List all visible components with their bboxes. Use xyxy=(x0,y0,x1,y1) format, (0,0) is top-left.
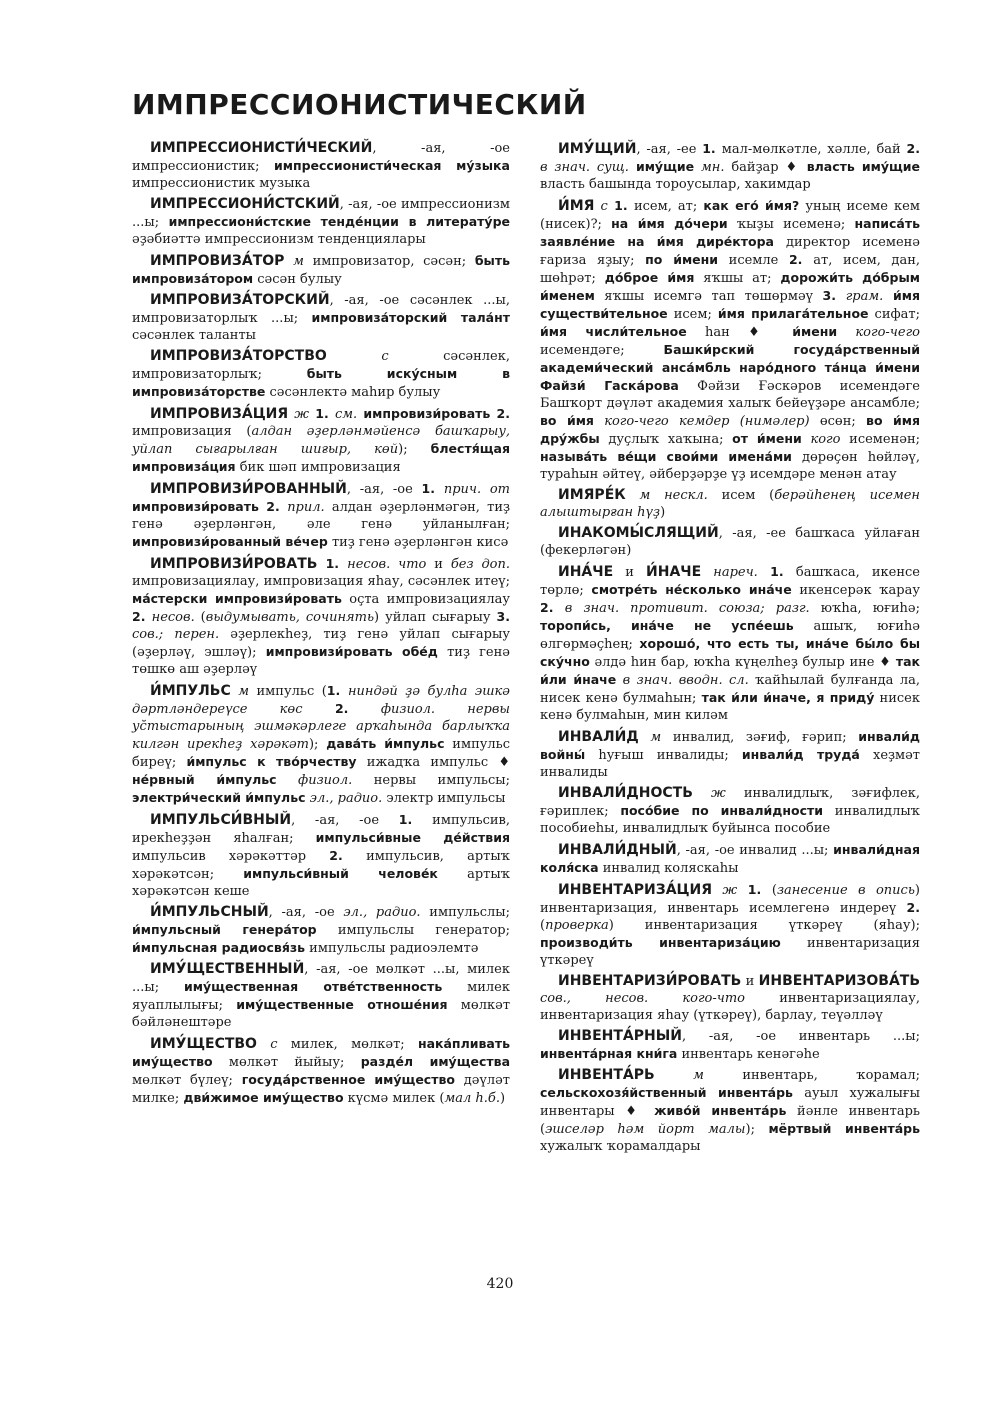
headword: ИМУ́ЩЕСТВО xyxy=(150,1036,257,1052)
bold-phrase: 1. xyxy=(421,481,444,496)
dictionary-entry xyxy=(540,881,920,969)
headword: ИМПРОВИЗИ́РОВАННЫЙ xyxy=(150,481,347,497)
translation-text: сифат; xyxy=(868,307,920,322)
italic-note: в знач. противит. союза; разг. xyxy=(564,601,810,616)
italic-note: берәйһенең исемен алыштырған һүҙ xyxy=(540,488,920,520)
italic-note: эл., радио. xyxy=(305,791,383,806)
headword: ИМПРЕССИОНИ́СТСКИЙ xyxy=(150,196,340,212)
translation-text: милек яуаплылығы; xyxy=(132,980,510,1013)
headword: И́МПУЛЬС xyxy=(150,683,231,699)
italic-note: ж xyxy=(692,786,726,801)
bold-phrase: нака́пливать иму́щество xyxy=(132,1036,510,1069)
bold-phrase: как его́ и́мя? xyxy=(703,198,800,213)
italic-note: прил. xyxy=(287,500,325,515)
italic-note: сов.; перен. xyxy=(132,627,220,642)
italic-note: см. xyxy=(334,407,358,422)
translation-text: , -ая, -ое мөлкәт ...ы, милек ...ы; xyxy=(132,962,510,995)
italic-note: кого xyxy=(801,432,841,447)
translation-text: ҡыҙы исеменә; xyxy=(727,217,855,232)
translation-text: әлдә һин бар, юҡһа күңелһеҙ булыр ине ♦ xyxy=(589,655,896,670)
translation-text: инвалид коляскаһы xyxy=(598,861,739,876)
headword: ИНВЕНТАРИЗОВА́ТЬ xyxy=(758,973,920,989)
bold-phrase: 1. xyxy=(317,556,348,571)
bold-phrase: и́мпульс к тво́рчеству xyxy=(186,754,357,769)
dictionary-entry xyxy=(132,348,510,401)
bold-phrase: так и́ли и́наче, я приду́ xyxy=(701,690,875,705)
translation-text: әҙәбиәттә импрессионизм тенденциялары xyxy=(132,232,426,247)
translation-text: сәсәнлек таланты xyxy=(132,328,256,343)
italic-note: м xyxy=(284,254,304,269)
bold-phrase: дава́ть и́мпульс xyxy=(326,736,445,751)
bold-phrase: и́мени xyxy=(792,324,838,339)
translation-text: инвалид, зәғиф, ғәрип; xyxy=(661,730,859,745)
bold-phrase: импрессиони́стские тенде́нции в литерату́ре xyxy=(168,214,510,229)
translation-text: яҡшы ат; xyxy=(694,271,781,286)
dictionary-entry xyxy=(540,563,920,724)
translation-text: , -ая, -ое инвентарь ...ы; xyxy=(681,1029,920,1044)
translation-text: байҙар ♦ xyxy=(724,160,807,175)
headword: ИНАКОМЫ́СЛЯЩИЙ xyxy=(558,525,719,541)
bold-phrase: госуда́рственное иму́щество xyxy=(241,1072,455,1087)
italic-note: мн. xyxy=(694,160,725,175)
headword: ИНВЕНТАРИЗИ́РОВАТЬ xyxy=(558,973,742,989)
bold-phrase: 2. xyxy=(490,406,510,421)
bold-phrase: электри́ческий и́мпульс xyxy=(132,790,306,805)
translation-text: импульслы; xyxy=(420,905,510,920)
translation-text: тиҙ генә әҙерләнгән кисә xyxy=(327,535,509,550)
bold-phrase: производи́ть инвентариза́цию xyxy=(540,935,781,950)
page-number: 420 xyxy=(486,1276,514,1292)
translation-text: һан ♦ xyxy=(686,325,793,340)
dictionary-entry xyxy=(540,140,920,193)
dictionary-entry xyxy=(132,1035,510,1107)
italic-note: сов., несов. кого-что xyxy=(540,991,745,1006)
italic-note: физиол. нервы ус̆тыстарының эшмәкәрлеге арҡаһында барлыҡҡа килгән ирекһеҙ хәрәкәт xyxy=(132,702,510,752)
bold-phrase: инвали́д войны́ xyxy=(540,729,921,762)
italic-note: нареч. xyxy=(701,565,758,580)
italic-note: с xyxy=(326,349,389,364)
translation-text: , -ая, -ее башҡаса уйлаған (фекерләгән) xyxy=(540,526,920,558)
italic-note: несов. что xyxy=(347,557,427,572)
bold-phrase: инвали́дная коля́ска xyxy=(540,842,920,875)
translation-text: ); xyxy=(308,737,327,752)
translation-text: импровизатор, сәсән; xyxy=(303,254,475,269)
bold-phrase: 2. xyxy=(132,609,152,624)
bold-phrase: иму́щественные отноше́ния xyxy=(236,997,448,1012)
bold-phrase: живо́й инвента́рь xyxy=(654,1103,787,1118)
bold-phrase: от и́мени xyxy=(732,431,802,446)
left-column xyxy=(132,140,510,1111)
italic-note: проверка xyxy=(545,918,609,933)
translation-text: ); xyxy=(398,442,431,457)
translation-text: ат, исем, дан, шөһрәт; xyxy=(540,253,920,286)
headword: И́МПУЛЬСНЫЙ xyxy=(150,904,269,920)
italic-note: в знач. сущ. xyxy=(540,160,629,175)
translation-text: импульслы радиоэлемтә xyxy=(305,941,479,956)
italic-note: выдумывать, сочинять xyxy=(205,610,375,625)
bold-phrase: 1. xyxy=(398,812,433,827)
italic-note: ж xyxy=(288,407,309,422)
bold-phrase: сельскохозя́йственный инвента́рь xyxy=(540,1085,793,1100)
bold-phrase: по и́мени xyxy=(645,252,719,267)
translation-text: мөлкәт бүлеү; xyxy=(132,1073,242,1088)
translation-text: мөлкәт йыйыу; xyxy=(212,1055,361,1070)
translation-text: инвентаризация үткәреү xyxy=(540,936,920,968)
bold-phrase: быть иску́сным в импровиза́торстве xyxy=(132,366,510,399)
dictionary-entry xyxy=(132,682,510,807)
dictionary-entry xyxy=(132,961,510,1031)
headword: ИМПРЕССИОНИСТИ́ЧЕСКИЙ xyxy=(150,140,373,156)
translation-text: исемендәге; xyxy=(540,343,664,358)
headword: ИМПРОВИЗИ́РОВАТЬ xyxy=(150,556,318,572)
translation-text: сәсәнлектә маһир булыу xyxy=(265,385,441,400)
headword: ИМЯРЕ́К xyxy=(558,487,626,503)
translation-text: власть башында тороусылар, хакимдар xyxy=(540,177,811,192)
bold-phrase: и́мпульсный генера́тор xyxy=(132,922,317,937)
bold-phrase: быть импровиза́тором xyxy=(132,253,510,286)
translation-text: исем, ат; xyxy=(633,199,704,214)
dictionary-entry xyxy=(132,252,510,288)
translation-text: , -ая, -ое импрессионистик; xyxy=(132,141,510,174)
italic-note: с xyxy=(256,1037,278,1052)
bold-phrase: ма́стерски импровизи́ровать xyxy=(132,591,342,606)
translation-text: импровизациялау, импровизация яһау, сәсәнлек итеү; xyxy=(132,574,510,589)
translation-text: , -ая, -ое xyxy=(291,813,399,828)
translation-text: яҡшы исемгә тап төшөрмәү xyxy=(594,289,823,304)
italic-note: ж xyxy=(712,883,738,898)
bold-phrase: 1. xyxy=(757,564,796,579)
translation-text: ҡайһылай булғанда ла, нисек кенә булмаһын; xyxy=(540,673,920,706)
dictionary-entry xyxy=(540,841,920,877)
translation-text: ) xyxy=(660,505,666,520)
translation-text: Фәйзи Ғәскәров исемендәге Башҡорт дәүләт академия халыҡ бейеүҙәре ансамбле; xyxy=(540,379,920,411)
translation-text: ) инвентаризация, инвентарь исемлегенә индереү xyxy=(540,883,920,916)
translation-text: тиҙ генә төшкө аш әҙерләү xyxy=(132,645,510,677)
translation-text: инвалидлыҡ пособиеһы, инвалидлыҡ буйынса пособие xyxy=(540,804,920,836)
bold-phrase: 3. xyxy=(496,609,510,624)
dictionary-entry xyxy=(540,973,920,1024)
italic-note: физиол. xyxy=(276,773,353,788)
bold-phrase: дви́жимое иму́щество xyxy=(183,1090,344,1105)
translation-text: ауыл хужалығы инвентары ♦ xyxy=(540,1086,920,1119)
bold-phrase: 2. xyxy=(906,900,920,915)
italic-note: прич. от xyxy=(443,482,510,497)
translation-text: , -ая, -ее xyxy=(636,142,703,157)
italic-note: кого-чего кемдер (нимәлер) xyxy=(593,414,810,429)
headword: ИМПРОВИЗА́ТОРСКИЙ xyxy=(150,292,330,308)
bold-phrase: 2. xyxy=(906,141,920,156)
translation-text: күсмә милек ( xyxy=(343,1091,445,1106)
translation-text: һуғыш инвалиды; xyxy=(585,748,742,763)
translation-text: нервы импульсы; xyxy=(352,773,510,788)
translation-text: импульс биреү; xyxy=(132,737,511,770)
translation-text: ( xyxy=(771,883,777,898)
bold-phrase: так и́ли и́наче xyxy=(540,654,920,687)
bold-phrase: посо́бие по инвали́дности xyxy=(620,803,824,818)
translation-text: импровизация ( xyxy=(132,424,252,439)
translation-text: , -ая, -ое инвалид ...ы; xyxy=(676,843,834,858)
translation-text: исеменән; xyxy=(840,432,920,447)
translation-text: нисек кенә булмаһын, мин киләм xyxy=(540,691,920,723)
italic-note: м нескл. xyxy=(625,488,708,503)
translation-text: ) xyxy=(499,1091,506,1106)
dictionary-entry xyxy=(540,197,920,483)
translation-text: , -ая, -ое xyxy=(268,905,344,920)
bold-phrase: 1. xyxy=(607,198,634,213)
italic-note: грам. xyxy=(845,289,884,304)
bold-phrase: импульси́вный челове́к xyxy=(243,866,438,881)
translation-text: ашыҡ, юғиһә өлгөрмәҫһең; xyxy=(540,619,920,652)
bold-phrase: 2. xyxy=(329,848,367,863)
headword: ИНВЕНТА́РНЫЙ xyxy=(558,1028,682,1044)
translation-text: инвентаризациялау, инвентаризация яһау (үткәреү), барлау, теүәлләү xyxy=(540,991,920,1023)
italic-note: несов. xyxy=(151,610,195,625)
translation-text: инвентарь, ҡорамал; xyxy=(703,1068,920,1083)
bold-phrase: хорошо́, что есть ты, ина́че бы́ло бы ску́чно xyxy=(540,636,920,669)
translation-text: исем; xyxy=(667,307,718,322)
bold-phrase: власть иму́щие xyxy=(806,159,921,174)
bold-phrase: во и́мя xyxy=(540,413,594,428)
translation-text: ) инвентаризация үткәреү (яһау); xyxy=(608,918,920,933)
bold-phrase: до́брое и́мя xyxy=(604,270,695,285)
translation-text: юҡһа, юғиһә; xyxy=(809,601,920,616)
bold-phrase: импрессионисти́ческая му́зыка xyxy=(273,158,510,173)
dictionary-entry xyxy=(540,525,920,559)
italic-note: кого-чего xyxy=(837,325,920,340)
translation-text: импульсив, ирекһеҙҙән яһалған; xyxy=(132,813,510,846)
translation-text: импульсив хәрәкәттәр xyxy=(132,849,330,864)
dictionary-entry xyxy=(132,405,510,476)
translation-text: электр импульсы xyxy=(382,791,506,806)
italic-note: м xyxy=(654,1068,704,1083)
italic-note: эл., радио. xyxy=(343,905,421,920)
translation-text: әҙерлекһеҙ, тиҙ генә уйлап сығарыу (әҙерләү, эшләү); xyxy=(132,627,510,660)
headword: ИНВАЛИ́ДНЫЙ xyxy=(558,842,677,858)
dictionary-entry xyxy=(132,140,510,192)
translation-text: и xyxy=(426,557,451,572)
italic-note: мал һ.б. xyxy=(444,1091,500,1106)
bold-phrase: 1. xyxy=(326,683,348,698)
translation-text: милек, мөлкәт; xyxy=(277,1037,418,1052)
dictionary-entry xyxy=(540,1067,920,1155)
bold-phrase: импульси́вные де́йствия xyxy=(315,830,510,845)
bold-phrase: Башки́рский госуда́рственный академи́ческий анса́мбль наро́дного та́нца и́мени Файзи́ Гаска́рова xyxy=(540,342,920,393)
translation-text: хужалыҡ ҡорамалдары xyxy=(540,1139,701,1154)
bold-phrase: 1. xyxy=(702,141,722,156)
translation-text: ); xyxy=(745,1122,769,1137)
translation-text: , -ая, -ое импрессионизм ...ы; xyxy=(132,197,510,230)
bold-phrase: импровиза́торский тала́нт xyxy=(311,310,510,325)
bold-phrase: 2. xyxy=(540,600,565,615)
translation-text: хеҙмәт инвалиды xyxy=(540,748,920,780)
bold-phrase: разде́л иму́щества xyxy=(360,1054,511,1069)
translation-text: исемле xyxy=(718,253,789,268)
translation-text: дөрөҫөн һөйләү, тураһын әйтеү, әйберҙәрҙе үҙ исемдәре менән атау xyxy=(540,450,921,482)
italic-note: в знач. вводн. сл. xyxy=(616,673,749,688)
dictionary-entry xyxy=(540,728,920,781)
bold-phrase: на и́мя до́чери xyxy=(611,216,728,231)
bold-phrase: инвали́д труда́ xyxy=(741,747,860,762)
italic-note: занесение в опись xyxy=(776,883,915,898)
italic-note: алдан әҙерләнмәйенсә башҡарыу, уйлап сығарылған шиғыр, көй xyxy=(132,424,510,457)
headword: ИМПРОВИЗА́ТОР xyxy=(150,253,285,269)
bold-phrase: блестя́щая импровиза́ция xyxy=(132,441,510,474)
bold-phrase: 2. xyxy=(788,252,814,267)
headword: ИНВАЛИ́ДНОСТЬ xyxy=(558,785,693,801)
translation-text: импульслы генератор; xyxy=(316,923,510,938)
dictionary-entry xyxy=(132,196,510,248)
translation-text: директор исеменә ғариза яҙыу; xyxy=(540,235,920,268)
bold-phrase: импровизи́ровать xyxy=(132,499,259,514)
headword: ИМПРОВИЗА́ЦИЯ xyxy=(150,406,289,422)
headword: ИНВЕНТА́РЬ xyxy=(558,1067,655,1083)
headword: ИМУ́ЩИЙ xyxy=(558,141,637,157)
dictionary-entry xyxy=(540,785,920,837)
translation-text: өсөн; xyxy=(809,414,867,429)
bold-phrase: иму́щие xyxy=(628,159,695,174)
translation-text: импульсив, артыҡ хәрәкәтсән; xyxy=(132,849,510,882)
bold-phrase: 1. xyxy=(737,882,772,897)
translation-text: бик шәп импровизация xyxy=(235,460,401,475)
translation-text: ижадҡа импульс ♦ xyxy=(356,755,510,770)
translation-text: мал-мөлкәтле, хәлле, бай xyxy=(721,142,907,157)
translation-text: дуҫлыҡ хаҡына; xyxy=(599,432,733,447)
translation-text: инвалидлыҡ, зәғифлек, ғәриплек; xyxy=(540,786,920,819)
headword: И́МЯ xyxy=(558,198,595,214)
translation-text: мөлкәт бәйләнештәре xyxy=(132,998,511,1030)
headword: И́НАЧЕ xyxy=(646,564,702,580)
translation-text: сәсәнлек, импровизаторлыҡ; xyxy=(132,349,510,382)
translation-text: оҫта импровизациялау xyxy=(341,592,510,607)
translation-text: импульс ( xyxy=(249,684,327,699)
bold-phrase: и́мя прилага́тельное xyxy=(717,306,869,321)
bold-phrase: 2. xyxy=(302,701,381,716)
bold-phrase: смотре́ть не́сколько ина́че xyxy=(591,582,792,597)
translation-text: дәүләт милке; xyxy=(132,1073,510,1106)
right-column xyxy=(540,140,920,1159)
running-head: ИМПРЕССИОНИСТИЧЕСКИЙ xyxy=(132,88,587,121)
headword: ИМУ́ЩЕСТВЕННЫЙ xyxy=(150,961,305,977)
italic-note: с xyxy=(594,199,608,214)
dictionary-entry xyxy=(132,904,510,957)
translation-text: сәсән булыу xyxy=(253,272,342,287)
headword: ИНВАЛИ́Д xyxy=(558,729,639,745)
headword: ИМПРОВИЗА́ТОРСТВО xyxy=(150,348,327,364)
translation-text: , -ая, -ое xyxy=(346,482,422,497)
translation-text: башҡаса, икенсе төрлө; xyxy=(540,565,920,598)
translation-text: инвентарь кенәгәһе xyxy=(677,1047,820,1062)
bold-phrase: и́мпульсная радиосвя́зь xyxy=(132,940,306,955)
bold-phrase: 1. xyxy=(309,406,335,421)
dictionary-entry xyxy=(132,480,510,551)
translation-text: ) уйлап сығарыу xyxy=(374,610,497,625)
dictionary-entry xyxy=(540,487,920,521)
bold-phrase: не́рвный и́мпульс xyxy=(132,772,277,787)
italic-note: м xyxy=(230,684,250,699)
translation-text: икенсерәк ҡарау xyxy=(791,583,921,598)
translation-text: уның исеме кем (нисек)?; xyxy=(540,199,920,232)
bold-phrase: иму́щественная отве́тственность xyxy=(184,979,443,994)
bold-phrase: и́мя существи́тельное xyxy=(540,288,920,321)
italic-note: эшселәр һәм йорт малы xyxy=(545,1122,746,1137)
translation-text: артыҡ хәрәкәтсән кеше xyxy=(132,867,511,899)
translation-text: ( xyxy=(194,610,206,625)
translation-text: и xyxy=(613,565,647,580)
headword: ИНВЕНТАРИЗА́ЦИЯ xyxy=(558,882,713,898)
translation-text: йәнле инвентарь ( xyxy=(540,1104,920,1137)
bold-phrase: 3. xyxy=(822,288,846,303)
bold-phrase: 2. xyxy=(258,499,288,514)
translation-text: , -ая, -ое сәсәнлек ...ы, импровизаторлыҡ ...ы; xyxy=(132,293,510,326)
translation-text: и xyxy=(741,974,759,989)
translation-text: ( xyxy=(540,918,546,933)
bold-phrase: написа́ть заявле́ние на и́мя дире́ктора xyxy=(540,216,920,249)
bold-phrase: импровизи́рованный ве́чер xyxy=(132,534,328,549)
dictionary-entry xyxy=(132,555,510,678)
translation-text: импрессионистик музыка xyxy=(132,176,311,191)
bold-phrase: торопи́сь, ина́че не успе́ешь xyxy=(540,618,794,633)
italic-note: ниндәй ҙә булһа эшкә дәртләндереүсе көс xyxy=(132,684,510,717)
bold-phrase: инвента́рная кни́га xyxy=(540,1046,678,1061)
bold-phrase: называ́ть ве́щи свои́ми имена́ми xyxy=(540,449,792,464)
translation-text: исем ( xyxy=(707,488,775,503)
dictionary-entry xyxy=(540,1028,920,1063)
dictionary-entry xyxy=(132,811,510,900)
headword: ИНА́ЧЕ xyxy=(558,564,614,580)
bold-phrase: мёртвый инвента́рь xyxy=(768,1121,920,1136)
italic-note: м xyxy=(638,730,662,745)
bold-phrase: импровизи́ровать xyxy=(357,406,491,421)
bold-phrase: импровизи́ровать обе́д xyxy=(265,644,438,659)
italic-note: без доп. xyxy=(450,557,511,572)
translation-text: алдан әҙерләнмәгән, тиҙ генә әҙерләнгән, әле генә уйланылған; xyxy=(132,500,510,532)
bold-phrase: и́мя числи́тельное xyxy=(540,324,687,339)
bold-phrase: во и́мя дру́жбы xyxy=(540,413,920,446)
bold-phrase: дорожи́ть до́брым и́менем xyxy=(540,270,921,303)
dictionary-entry xyxy=(132,292,510,344)
headword: ИМПУЛЬСИ́ВНЫЙ xyxy=(150,812,292,828)
